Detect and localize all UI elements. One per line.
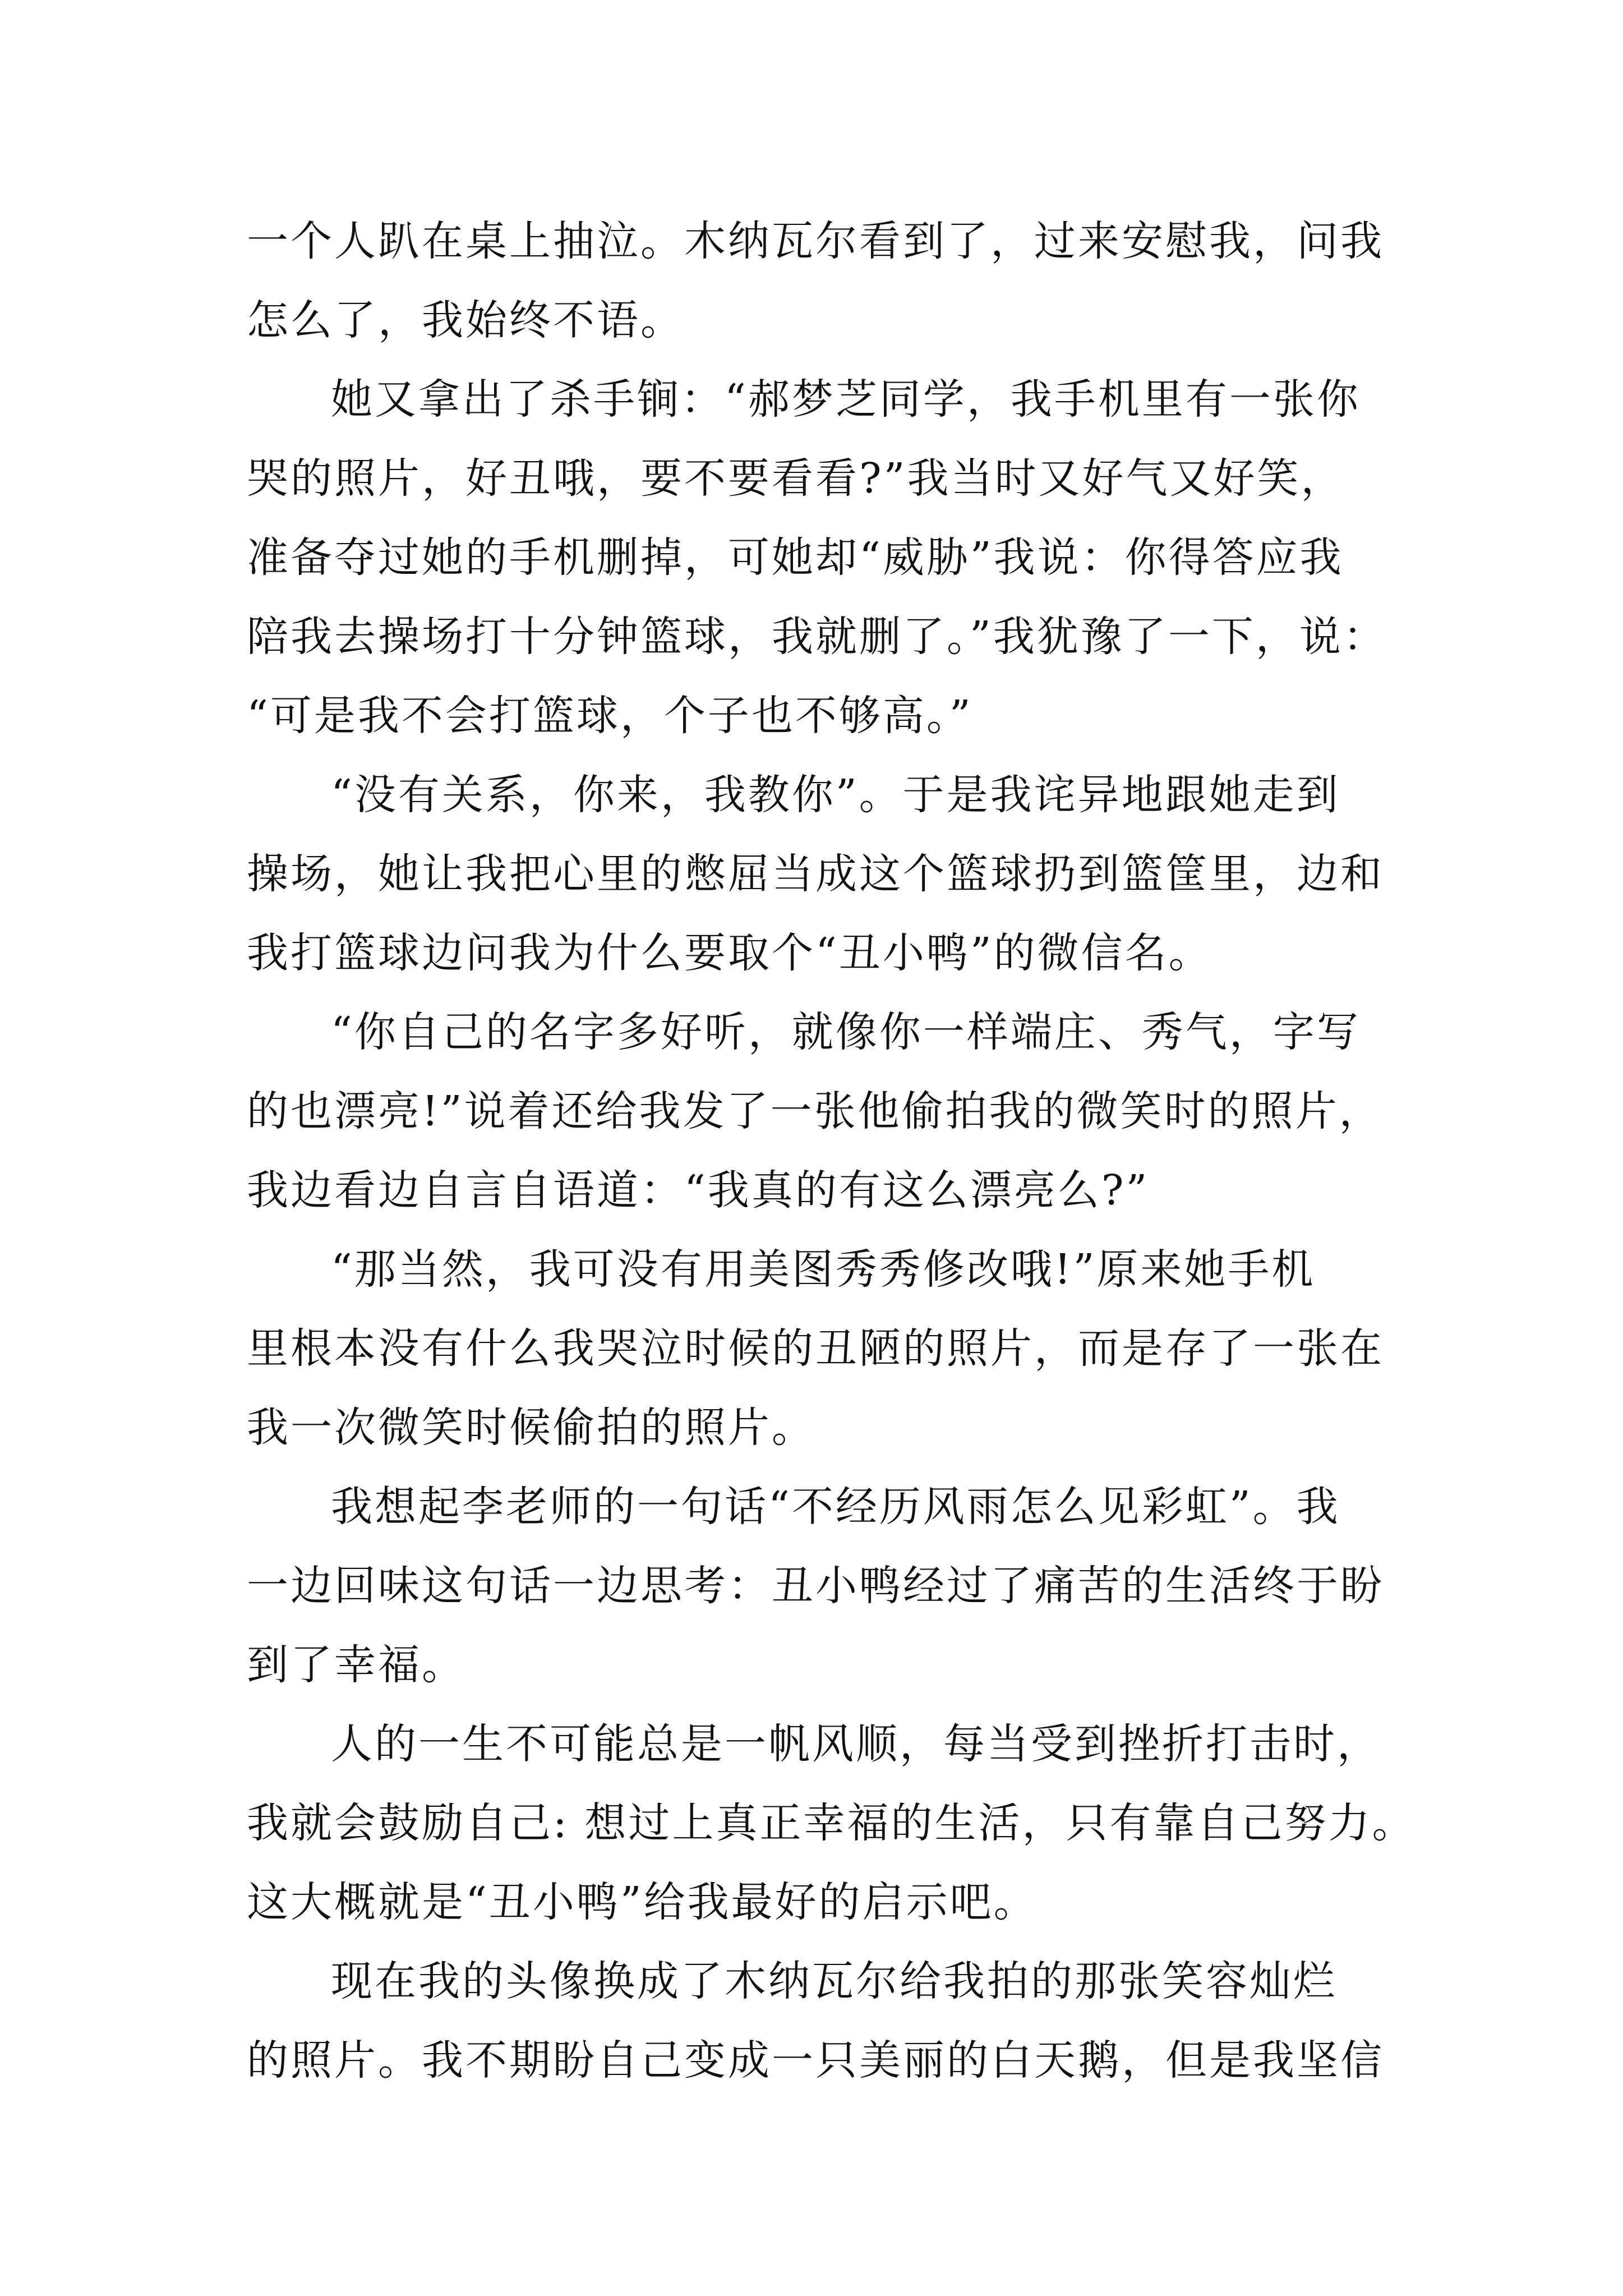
text-line: 操场，她让我把心里的憋屈当成这个篮球扔到篮筐里，边和 (247, 850, 1384, 898)
text-line: 怎么了，我始终不语。 (247, 296, 684, 344)
paragraph-first-line: 人的一生不可能总是一帆风顺，每当受到挫折打击时， (331, 1720, 1381, 1768)
paragraph-first-line: 她又拿出了杀手锏：“郝梦芝同学，我手机里有一张你 (331, 375, 1361, 424)
text-line: 里根本没有什么我哭泣时候的丑陋的照片，而是存了一张在 (247, 1324, 1384, 1373)
paragraph-first-line: “没有关系，你来，我教你”。于是我诧异地跟她走到 (331, 771, 1340, 819)
paragraph-first-line: 我想起李老师的一句话“不经历风雨怎么见彩虹”。我 (331, 1483, 1340, 1531)
body-text (247, 202, 1436, 2100)
paragraph-first-line: 现在我的头像换成了木纳瓦尔给我拍的那张笑容灿烂 (331, 1957, 1337, 2005)
text-line: 一边回味这句话一边思考：丑小鸭经过了痛苦的生活终于盼 (247, 1562, 1384, 1610)
text-line: 到了幸福。 (247, 1641, 465, 1689)
text-line: 哭的照片，好丑哦，要不要看看?”我当时又好气又好笑， (247, 454, 1345, 503)
text-line: 我就会鼓励自己: 想过上真正幸福的生活，只有靠自己努力。 (247, 1799, 1416, 1847)
text-line: 我打篮球边问我为什么要取个“丑小鸭”的微信名。 (247, 929, 1212, 977)
paragraph-first-line: “那当然，我可没有用美图秀秀修改哦!”原来她手机 (331, 1245, 1316, 1294)
text-line: 我边看边自言自语道：“我真的有这么漂亮么?” (247, 1166, 1150, 1214)
text-line: 的也漂亮!”说着还给我发了一张他偷拍我的微笑时的照片， (247, 1087, 1383, 1135)
text-line: 陪我去操场打十分钟篮球，我就删了。”我犹豫了一下，说： (247, 613, 1387, 661)
text-line: 这大概就是“丑小鸭”给我最好的启示吧。 (247, 1878, 1038, 1926)
text-line: 我一次微笑时候偷拍的照片。 (247, 1404, 815, 1452)
text-line: 的照片。我不期盼自己变成一只美丽的白天鹅，但是我坚信 (247, 2036, 1384, 2085)
text-line: 准备夺过她的手机删掉，可她却“威胁”我说：你得答应我 (247, 533, 1344, 582)
paragraph-first-line: “你自己的名字多好听，就像你一样端庄、秀气，字写 (331, 1008, 1361, 1056)
text-line: “可是我不会打篮球，个子也不够高。” (247, 692, 973, 740)
text-line: 一个人趴在桌上抽泣。木纳瓦尔看到了，过来安慰我，问我 (247, 217, 1384, 265)
